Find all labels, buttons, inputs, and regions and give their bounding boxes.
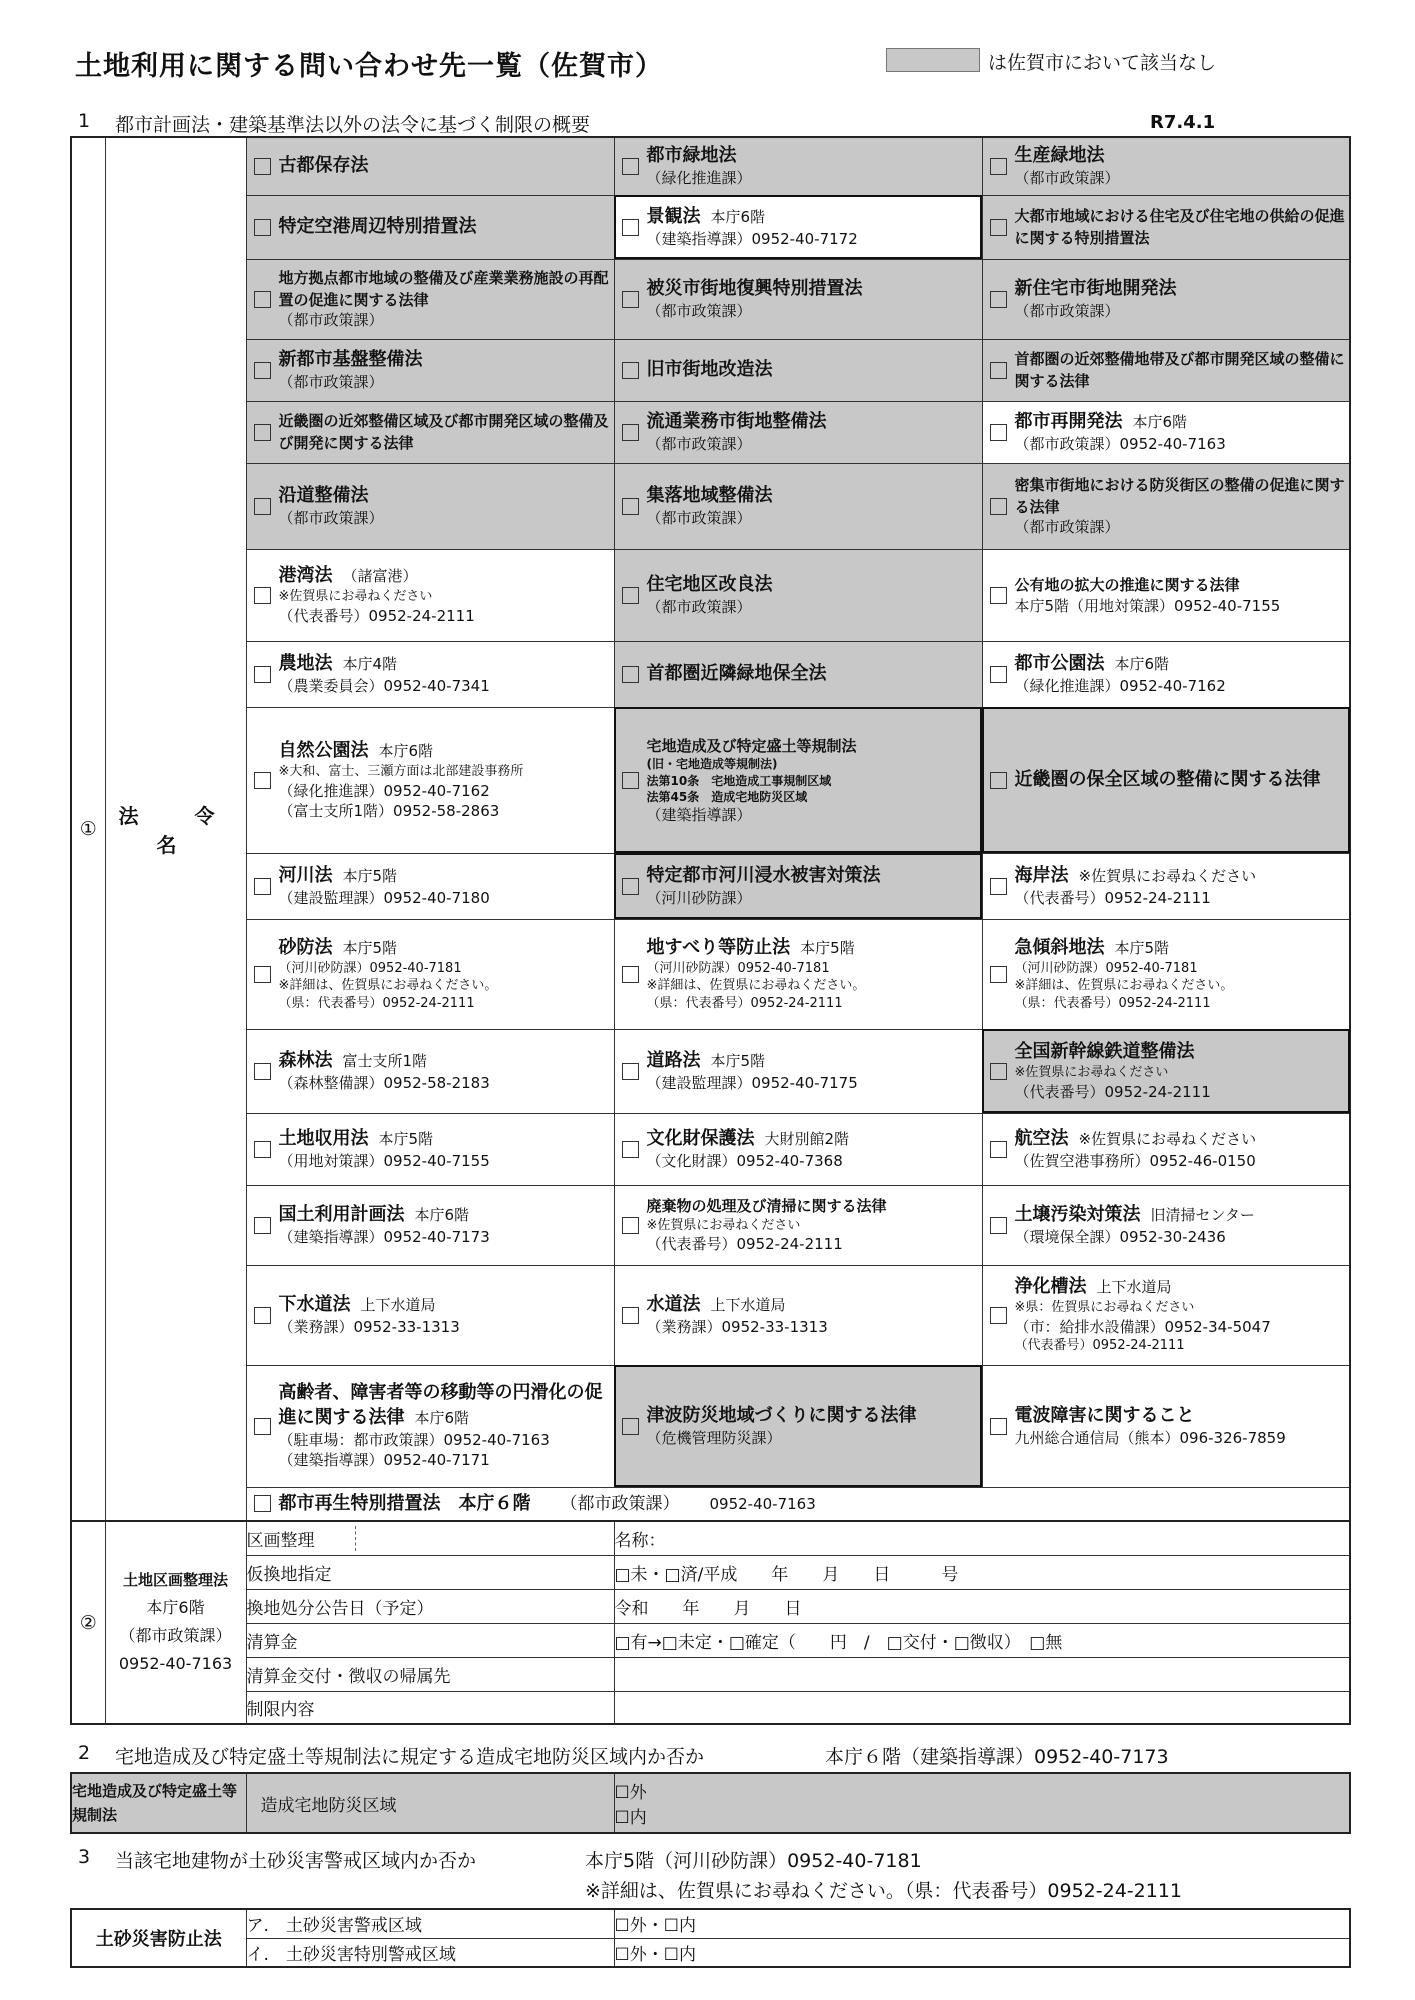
- row-number-1: ①: [71, 137, 105, 1521]
- law-note: （県：代表番号）0952-24-2111: [646, 995, 843, 1011]
- checkbox[interactable]: [622, 362, 639, 379]
- law-location: 本庁6階: [378, 741, 434, 760]
- law-contact: （富士支所1階）0952-58-2863: [278, 801, 500, 820]
- law-detail: 法第45条 造成宅地防災区域: [646, 789, 808, 804]
- law-contact: （代表番号）0952-24-2111: [278, 606, 475, 625]
- law-note: ※詳細は、佐賀県にお尋ねください。: [646, 978, 866, 994]
- law-name: 古都保存法: [278, 155, 369, 177]
- law-name: 被災市街地復興特別措置法: [646, 277, 863, 299]
- checkbox[interactable]: [622, 158, 639, 175]
- law-contact: （緑化推進課）: [646, 169, 752, 188]
- law-location: 本庁5階: [342, 938, 398, 957]
- law-location: 富士支所1階: [342, 1051, 428, 1070]
- law-name: 港湾法: [278, 564, 333, 586]
- law-cell: [982, 549, 1350, 641]
- checkbox[interactable]: [254, 772, 271, 789]
- checkbox[interactable]: [622, 666, 639, 683]
- checkbox[interactable]: [254, 219, 271, 236]
- law-contact: （都市政策課）: [278, 373, 384, 392]
- law-name: 津波防災地域づくりに関する法律: [646, 1404, 917, 1426]
- law-cell: [614, 549, 982, 641]
- law-detail: (旧・宅地造成等規制法): [646, 757, 778, 772]
- law-contact: （都市政策課）: [278, 509, 384, 528]
- law-location: 本庁5階: [710, 1051, 766, 1070]
- law-name: 土壌汚染対策法: [1014, 1203, 1141, 1225]
- law-name: 土地収用法: [278, 1127, 369, 1149]
- row-left: 換地処分公告日（予定）: [246, 1589, 614, 1623]
- law-cell: [614, 195, 982, 259]
- law-cell: [246, 1029, 614, 1113]
- law-name: 自然公園法: [278, 739, 369, 761]
- law-contact: （建設監理課）0952-40-7175: [646, 1074, 858, 1093]
- law-name: 沿道整備法: [278, 484, 369, 506]
- law-cell: [246, 259, 614, 339]
- law-contact: （都市政策課）0952-40-7163: [1014, 435, 1226, 454]
- law-contact: （危機管理防災課）: [646, 1429, 782, 1448]
- announcement-date-field[interactable]: 令和 年 月 日: [614, 1589, 1350, 1623]
- law-cell: [982, 339, 1350, 401]
- law-cell: [614, 463, 982, 549]
- section3-contact: 本庁5階（河川砂防課）0952-40-7181: [585, 1850, 922, 1872]
- checkbox[interactable]: [990, 291, 1007, 308]
- checkbox[interactable]: [254, 966, 271, 983]
- law-location: 本庁6階: [414, 1205, 470, 1224]
- law-cell: [982, 1113, 1350, 1185]
- law-location: 上下水道局: [1096, 1278, 1172, 1297]
- checkbox[interactable]: [990, 666, 1007, 683]
- row-left: 清算金交付・徴収の帰属先: [246, 1657, 614, 1691]
- law-name: 高齢者、障害者等の移動等の円滑化の促進に関する法律: [278, 1382, 603, 1428]
- law-contact: （都市政策課）: [1014, 518, 1120, 537]
- law-contact: （都市政策課）: [646, 302, 752, 321]
- law-name: 農地法: [278, 652, 333, 674]
- checkbox[interactable]: [622, 966, 639, 983]
- law-contact: （都市政策課）: [646, 435, 752, 454]
- checkbox[interactable]: [990, 1141, 1007, 1158]
- law-name: 国土利用計画法: [278, 1203, 405, 1225]
- law-note: （県：代表番号）0952-24-2111: [278, 995, 475, 1011]
- row-left: 制限内容: [246, 1691, 614, 1724]
- law-cell: [982, 707, 1350, 853]
- special-warning-area-options[interactable]: ☐外・☐内: [614, 1938, 1350, 1967]
- law-contact: （建築指導課）0952-40-7172: [646, 230, 858, 249]
- development-area-table: [70, 1772, 1351, 1834]
- law-name: 首都圏の近郊整備地帯及び都市開発区域の整備に関する法律: [1014, 350, 1345, 390]
- law-cell: [614, 1113, 982, 1185]
- label-location: 本庁6階: [146, 1597, 205, 1617]
- law-cell: [246, 1365, 614, 1487]
- law-cell: [246, 1265, 614, 1365]
- law-contact: （都市政策課）: [278, 311, 384, 330]
- law-cell: [614, 853, 982, 919]
- law-name: 新住宅市街地開発法: [1014, 277, 1177, 299]
- section3-heading: 当該宅地建物が土砂災害警戒区域内か否か: [115, 1850, 477, 1872]
- law-contact: （河川砂防課）: [646, 889, 752, 908]
- law-location: 本庁5階: [800, 938, 855, 957]
- checkbox[interactable]: [622, 1217, 639, 1234]
- law-contact: （市：給排水設備課）0952-34-5047: [1014, 1318, 1271, 1337]
- law-cell: [246, 641, 614, 707]
- law-detail: 法第10条 宅地造成工事規制区域: [646, 773, 832, 788]
- law-contact: （都市政策課）: [1014, 302, 1120, 321]
- checkbox[interactable]: [990, 498, 1007, 515]
- checkbox[interactable]: [990, 1063, 1007, 1080]
- section3-note: ※詳細は、佐賀県にお尋ねください。（県：代表番号）0952-24-2111: [585, 1880, 1183, 1902]
- land-readjustment-table: [70, 1520, 1351, 1725]
- law-name: 新都市基盤整備法: [278, 348, 423, 370]
- law-cell: [982, 259, 1350, 339]
- law-name: 河川法: [278, 864, 333, 886]
- law-cell: [246, 707, 614, 853]
- temporary-replotting-field[interactable]: □未・□済/平成 年 月 日 号: [614, 1555, 1350, 1589]
- law-cell: [614, 137, 982, 195]
- law-cell: [614, 1365, 982, 1487]
- law-location: 本庁4階: [342, 654, 398, 673]
- law-location: 本庁6階: [1114, 654, 1170, 673]
- law-cell: [982, 919, 1350, 1029]
- checkbox[interactable]: [254, 666, 271, 683]
- checkbox[interactable]: [622, 291, 639, 308]
- checkbox[interactable]: [622, 1141, 639, 1158]
- law-list-table: [70, 136, 1351, 1522]
- name-field[interactable]: 名称：: [614, 1521, 1350, 1555]
- law-cell: [982, 1365, 1350, 1487]
- law-contact: （建築指導課）0952-40-7171: [278, 1451, 490, 1470]
- law-name: 景観法: [646, 205, 701, 227]
- law-cell: [246, 401, 614, 463]
- checkbox[interactable]: [990, 219, 1007, 236]
- law-cell: [982, 1185, 1350, 1265]
- checkbox[interactable]: [254, 158, 271, 175]
- law-name: 密集市街地における防災街区の整備の促進に関する法律: [1014, 476, 1345, 516]
- sediment-law-label: 土砂災害防止法: [71, 1909, 246, 1967]
- law-contact: （駐車場：都市政策課）0952-40-7163: [278, 1431, 550, 1450]
- law-contact: （代表番号）0952-24-2111: [1014, 1082, 1211, 1101]
- law-name: 首都圏近隣緑地保全法: [646, 662, 827, 684]
- legend-swatch: [886, 48, 980, 72]
- law-contact: 本庁5階（用地対策課）0952-40-7155: [1014, 596, 1281, 615]
- law-contact: （建設監理課）0952-40-7180: [278, 889, 490, 908]
- law-location: ※佐賀県にお尋ねください: [1078, 866, 1257, 885]
- checkbox[interactable]: [254, 1495, 271, 1512]
- checkbox[interactable]: [990, 966, 1007, 983]
- law-contact: （建築指導課）: [646, 805, 752, 824]
- law-note: ※県：佐賀県にお尋ねください: [1014, 1300, 1195, 1316]
- law-name: 都市再開発法: [1014, 410, 1123, 432]
- law-name: 下水道法: [278, 1293, 351, 1315]
- checkbox[interactable]: [990, 878, 1007, 895]
- law-cell: [246, 1487, 1350, 1521]
- checkbox[interactable]: [254, 424, 271, 441]
- law-cell: [982, 853, 1350, 919]
- law-cell: [982, 195, 1350, 259]
- law-cell: [614, 919, 982, 1029]
- law-cell: [246, 1113, 614, 1185]
- law-name: 水道法: [646, 1293, 701, 1315]
- law-location: 本庁5階: [378, 1129, 434, 1148]
- law-location: 上下水道局: [710, 1295, 786, 1314]
- law-contact: （都市政策課）: [1014, 169, 1120, 188]
- checkbox[interactable]: [622, 219, 639, 236]
- law-note: （河川砂防課）0952-40-7181: [646, 960, 830, 976]
- law-name: 地方拠点都市地域の整備及び産業業務施設の再配置の促進に関する法律: [278, 269, 609, 309]
- law-contact: （都市政策課）: [560, 1493, 680, 1514]
- law-note: （代表番号）0952-24-2111: [1014, 1338, 1185, 1354]
- law-cell: [246, 549, 614, 641]
- checkbox[interactable]: [254, 1141, 271, 1158]
- law-contact: （環境保全課）0952-30-2436: [1014, 1228, 1226, 1247]
- law-cell: [246, 919, 614, 1029]
- document-date: R7.4.1: [1150, 112, 1216, 133]
- law-contact: （緑化推進課）0952-40-7162: [278, 781, 490, 800]
- law-name: 全国新幹線鉄道整備法: [1014, 1040, 1195, 1062]
- law-note: （河川砂防課）0952-40-7181: [278, 960, 462, 976]
- section3-number: 3: [78, 1846, 91, 1868]
- label-title: 土地区画整理法: [122, 1571, 228, 1590]
- section2-number: 2: [78, 1742, 91, 1764]
- law-name: 宅地造成及び特定盛土等規制法: [646, 736, 857, 755]
- law-cell: [614, 401, 982, 463]
- sediment-disaster-table: [70, 1908, 1351, 1968]
- section2-contact: 本庁６階（建築指導課）0952-40-7173: [825, 1746, 1169, 1768]
- label-dept: （都市政策課）: [119, 1625, 232, 1645]
- law-name: 大都市地域における住宅及び住宅地の供給の促進に関する特別措置法: [1014, 207, 1345, 247]
- law-name: 文化財保護法: [646, 1127, 755, 1149]
- checkbox[interactable]: [622, 878, 639, 895]
- checkbox[interactable]: [990, 587, 1007, 604]
- law-contact: （都市政策課）: [646, 598, 752, 617]
- legend-text: は佐賀市において該当なし: [988, 52, 1217, 74]
- law-name: 地すべり等防止法: [646, 936, 791, 958]
- checkbox[interactable]: [254, 498, 271, 515]
- law-cell: [982, 1265, 1350, 1365]
- law-cell: [614, 1265, 982, 1365]
- law-cell: [614, 1185, 982, 1265]
- development-law-label: 宅地造成及び特定盛土等規制法: [71, 1773, 246, 1833]
- section1-number: 1: [78, 110, 91, 132]
- law-location: 本庁5階: [1114, 938, 1170, 957]
- law-name: 集落地域整備法: [646, 484, 773, 506]
- checkbox[interactable]: [990, 158, 1007, 175]
- law-note: ※詳細は、佐賀県にお尋ねください。: [1014, 978, 1234, 994]
- checkbox[interactable]: [622, 772, 639, 789]
- law-contact: （業務課）0952-33-1313: [646, 1318, 828, 1337]
- law-cell: [246, 463, 614, 549]
- checkbox[interactable]: [254, 587, 271, 604]
- law-location: 本庁6階: [414, 1408, 470, 1427]
- law-location: 本庁5階: [342, 866, 398, 885]
- law-name: 急傾斜地法: [1014, 936, 1105, 958]
- section1-heading: 都市計画法・建築基準法以外の法令に基づく制限の概要: [115, 114, 591, 136]
- law-contact: 九州総合通信局（熊本）096-326-7859: [1014, 1429, 1286, 1448]
- law-name: 近畿圏の保全区域の整備に関する法律: [1014, 768, 1321, 790]
- warning-area-label: ア. 土砂災害警戒区域: [246, 1909, 614, 1938]
- law-name: 廃棄物の処理及び清掃に関する法律: [646, 1197, 887, 1216]
- restriction-field[interactable]: [614, 1691, 1350, 1724]
- law-contact: （緑化推進課）0952-40-7162: [1014, 677, 1226, 696]
- law-note: （河川砂防課）0952-40-7181: [1014, 960, 1198, 976]
- law-cell: [982, 463, 1350, 549]
- law-name: 近畿圏の近郊整備区域及び都市開発区域の整備及び開発に関する法律: [278, 412, 609, 452]
- law-location: 上下水道局: [360, 1295, 436, 1314]
- checkbox[interactable]: [254, 1217, 271, 1234]
- law-cell: [982, 1029, 1350, 1113]
- warning-area-options[interactable]: ☐外・☐内: [614, 1909, 1350, 1938]
- law-name: 特定空港周辺特別措置法: [278, 215, 477, 237]
- checkbox[interactable]: [254, 291, 271, 308]
- land-readjustment-label: [105, 1521, 246, 1724]
- law-name: 流通業務市街地整備法: [646, 410, 827, 432]
- law-contact: （森林整備課）0952-58-2183: [278, 1074, 490, 1093]
- law-cell: [246, 853, 614, 919]
- row-left: 清算金: [246, 1623, 614, 1657]
- law-note: ※詳細は、佐賀県にお尋ねください。: [278, 978, 498, 994]
- law-cell: [614, 707, 982, 853]
- law-contact: （用地対策課）0952-40-7155: [278, 1152, 490, 1171]
- row-left: 仮換地指定: [246, 1555, 614, 1589]
- law-cell: [614, 259, 982, 339]
- law-location: 本庁6階: [1132, 412, 1188, 431]
- special-warning-area-label: イ. 土砂災害特別警戒区域: [246, 1938, 614, 1967]
- law-name: 都市公園法: [1014, 652, 1105, 674]
- checkbox[interactable]: [254, 1307, 271, 1324]
- checkbox[interactable]: [254, 878, 271, 895]
- law-cell: [246, 137, 614, 195]
- checkbox[interactable]: [622, 587, 639, 604]
- checkbox[interactable]: [990, 362, 1007, 379]
- label-phone: 0952-40-7163: [118, 1653, 233, 1673]
- settlement-field[interactable]: □有→□未定・□確定（ 円 / □交付・□徴収） □無: [614, 1623, 1350, 1657]
- law-phone: 0952-40-7163: [709, 1494, 816, 1513]
- law-name: 公有地の拡大の推進に関する法律: [1014, 576, 1240, 595]
- section2-heading: 宅地造成及び特定盛土等規制法に規定する造成宅地防災区域内か否か: [115, 1746, 705, 1768]
- checkbox[interactable]: [622, 1307, 639, 1324]
- law-note: ※佐賀県にお尋ねください: [646, 1217, 801, 1233]
- law-note: （県：代表番号）0952-24-2111: [1014, 995, 1211, 1011]
- law-name: 生産緑地法: [1014, 144, 1105, 166]
- law-location: ※佐賀県にお尋ねください: [1078, 1129, 1257, 1148]
- row-left: 区画整理: [247, 1526, 356, 1551]
- law-location: 大財別館2階: [764, 1129, 850, 1148]
- law-cell: [614, 339, 982, 401]
- checkbox[interactable]: [254, 362, 271, 379]
- law-contact: （文化財課）0952-40-7368: [646, 1152, 843, 1171]
- law-contact: （佐賀空港事務所）0952-46-0150: [1014, 1152, 1256, 1171]
- law-name: 道路法: [646, 1049, 701, 1071]
- checkbox[interactable]: [990, 772, 1007, 789]
- checkbox[interactable]: [254, 1418, 271, 1435]
- law-cell: [246, 339, 614, 401]
- law-contact: （農業委員会）0952-40-7341: [278, 677, 490, 696]
- law-contact: （業務課）0952-33-1313: [278, 1318, 460, 1337]
- law-name: 浄化槽法: [1014, 1276, 1087, 1298]
- option-outside[interactable]: ☐外: [614, 1783, 647, 1803]
- checkbox[interactable]: [622, 424, 639, 441]
- law-name: 航空法: [1014, 1127, 1069, 1149]
- law-note: ※大和、富士、三瀬方面は北部建設事務所: [278, 764, 524, 780]
- law-note: ※佐賀県にお尋ねください: [1014, 1065, 1169, 1081]
- law-name: 住宅地区改良法: [646, 573, 773, 595]
- law-cell: [982, 401, 1350, 463]
- law-name: 旧市街地改造法: [646, 358, 773, 380]
- development-area-name: 造成宅地防災区域: [246, 1773, 614, 1833]
- law-name: 都市再生特別措置法 本庁６階: [278, 1492, 531, 1514]
- law-contact: （都市政策課）: [646, 509, 752, 528]
- law-contact: （代表番号）0952-24-2111: [646, 1235, 843, 1254]
- row-number-2: ②: [71, 1521, 105, 1724]
- law-names-header: 法 令 名: [105, 137, 246, 1521]
- law-cell: [982, 137, 1350, 195]
- law-cell: [246, 195, 614, 259]
- law-name: 電波障害に関すること: [1014, 1404, 1195, 1426]
- law-location: （諸富港）: [342, 566, 418, 585]
- law-contact: （代表番号）0952-24-2111: [1014, 889, 1211, 908]
- checkbox[interactable]: [990, 424, 1007, 441]
- settlement-recipient-field[interactable]: [614, 1657, 1350, 1691]
- law-contact: （建築指導課）0952-40-7173: [278, 1228, 490, 1247]
- law-name: 海岸法: [1014, 864, 1069, 886]
- checkbox[interactable]: [622, 498, 639, 515]
- checkbox[interactable]: [622, 1063, 639, 1080]
- checkbox[interactable]: [254, 1063, 271, 1080]
- law-cell: [614, 641, 982, 707]
- law-cell: [614, 1029, 982, 1113]
- law-name: 森林法: [278, 1049, 333, 1071]
- law-location: 本庁6階: [710, 207, 766, 226]
- law-cell: [982, 641, 1350, 707]
- law-name: 都市緑地法: [646, 144, 737, 166]
- checkbox[interactable]: [990, 1418, 1007, 1435]
- checkbox[interactable]: [622, 1418, 639, 1435]
- checkbox[interactable]: [990, 1307, 1007, 1324]
- page-title: 土地利用に関する問い合わせ先一覧（佐賀市）: [75, 51, 663, 82]
- law-cell: [246, 1185, 614, 1265]
- law-note: ※佐賀県にお尋ねください: [278, 589, 433, 605]
- option-inside[interactable]: ☐内: [614, 1808, 647, 1828]
- checkbox[interactable]: [990, 1217, 1007, 1234]
- law-name: 砂防法: [278, 936, 333, 958]
- law-name: 特定都市河川浸水被害対策法: [646, 864, 881, 886]
- law-location: 旧清掃センター: [1150, 1205, 1255, 1224]
